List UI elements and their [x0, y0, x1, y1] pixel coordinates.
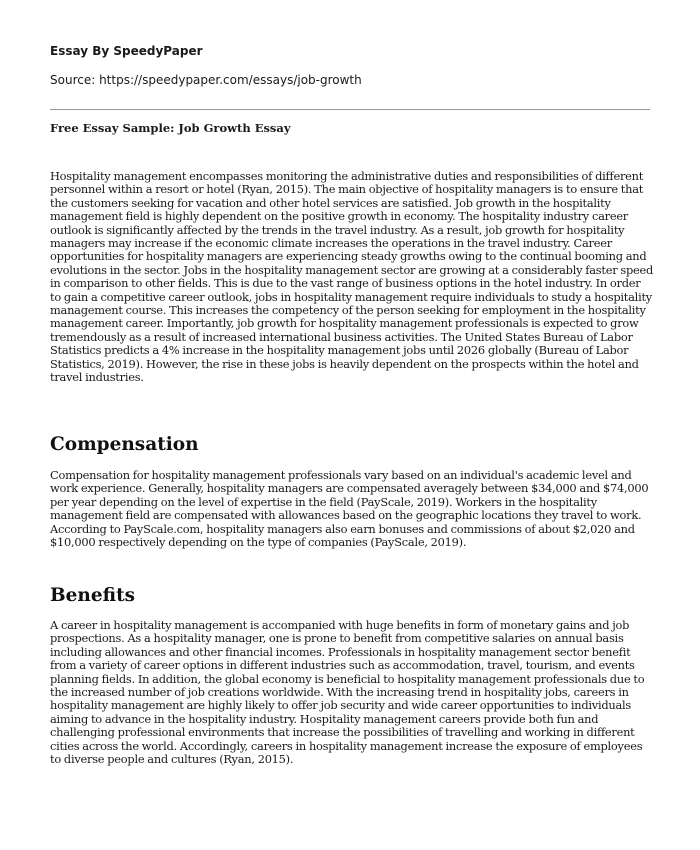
essay-title: Free Essay Sample: Job Growth Essay: [50, 121, 291, 135]
benefits-paragraph: A career in hospitality management is accompanied with huge benefits in form of monetary gains and job prospections. As a hospitality manager, one is prone to benefit from competitive salaries on annual basis including allowances and other financial incomes. Professionals in hospitality management sector benefit from a variety of career options in different industries such as accommodation, travel, tourism, and events planning fields. In addition, the global economy is beneficial to hospitality management professionals due to the increased number of job creations worldwide. With the increasing trend in hospitality jobs, careers in hospitality management are highly likely to offer job security and wide career opportunities to individuals aiming to advance in the hospitality industry. Hospitality management careers provide both fun and challenging professional environments that increase the possibilities of travelling and working in different cities across the world. Accordingly, careers in hospitality management increase the exposure of employees to diverse people and cultures (Ryan, 2015).: [50, 618, 645, 767]
section-heading-compensation: Compensation: [50, 434, 199, 455]
section-heading-benefits: Benefits: [50, 585, 136, 606]
header-title: Essay By SpeedyPaper: [50, 44, 203, 58]
header-divider: [50, 109, 650, 110]
header-source: Source: https://speedypaper.com/essays/job-growth: [50, 73, 362, 87]
intro-paragraph: Hospitality management encompasses monitoring the administrative duties and responsibilities of different personnel within a resort or hotel (Ryan, 2015). The main objective of hospitality managers is to ensure that the customers seeking for vacation and other hotel services are satisfied. Job growth in the hospitality management field is highly dependent on the positive growth in economy. The hospitality industry career outlook is significantly affected by the trends in the travel industry. As a result, job growth for hospitality managers may increase if the economic climate increases the operations in the travel industry. Career opportunities for hospitality managers are experiencing steady growths owing to the continual booming and evolutions in the sector. Jobs in the hospitality management sector are growing at a considerably faster speed in comparison to other fields. This is due to the vast range of business options in the hotel industry. In order to gain a competitive career outlook, jobs in hospitality management require individuals to study a hospitality management course. This increases the competency of the person seeking for employment in the hospitality management career. Importantly, job growth for hospitality management professionals is expected to grow tremendously as a result of increased international business activities. The United States Bureau of Labor Statistics predicts a 4% increase in the hospitality management jobs until 2026 globally (Bureau of Labor Statistics, 2019). However, the rise in these jobs is heavily dependent on the prospects within the hotel and travel industries.: [50, 169, 654, 385]
compensation-paragraph: Compensation for hospitality management professionals vary based on an individual's academic level and work experience. Generally, hospitality managers are compensated averagely between $34,000 and $74,000 per year depending on the level of expertise in the field (PayScale, 2019). Workers in the hospitality management field are compensated with allowances based on the geographic locations they travel to work. According to PayScale.com, hospitality managers also earn bonuses and commissions of about $2,020 and $10,000 respectively depending on the type of companies (PayScale, 2019).: [50, 468, 649, 550]
